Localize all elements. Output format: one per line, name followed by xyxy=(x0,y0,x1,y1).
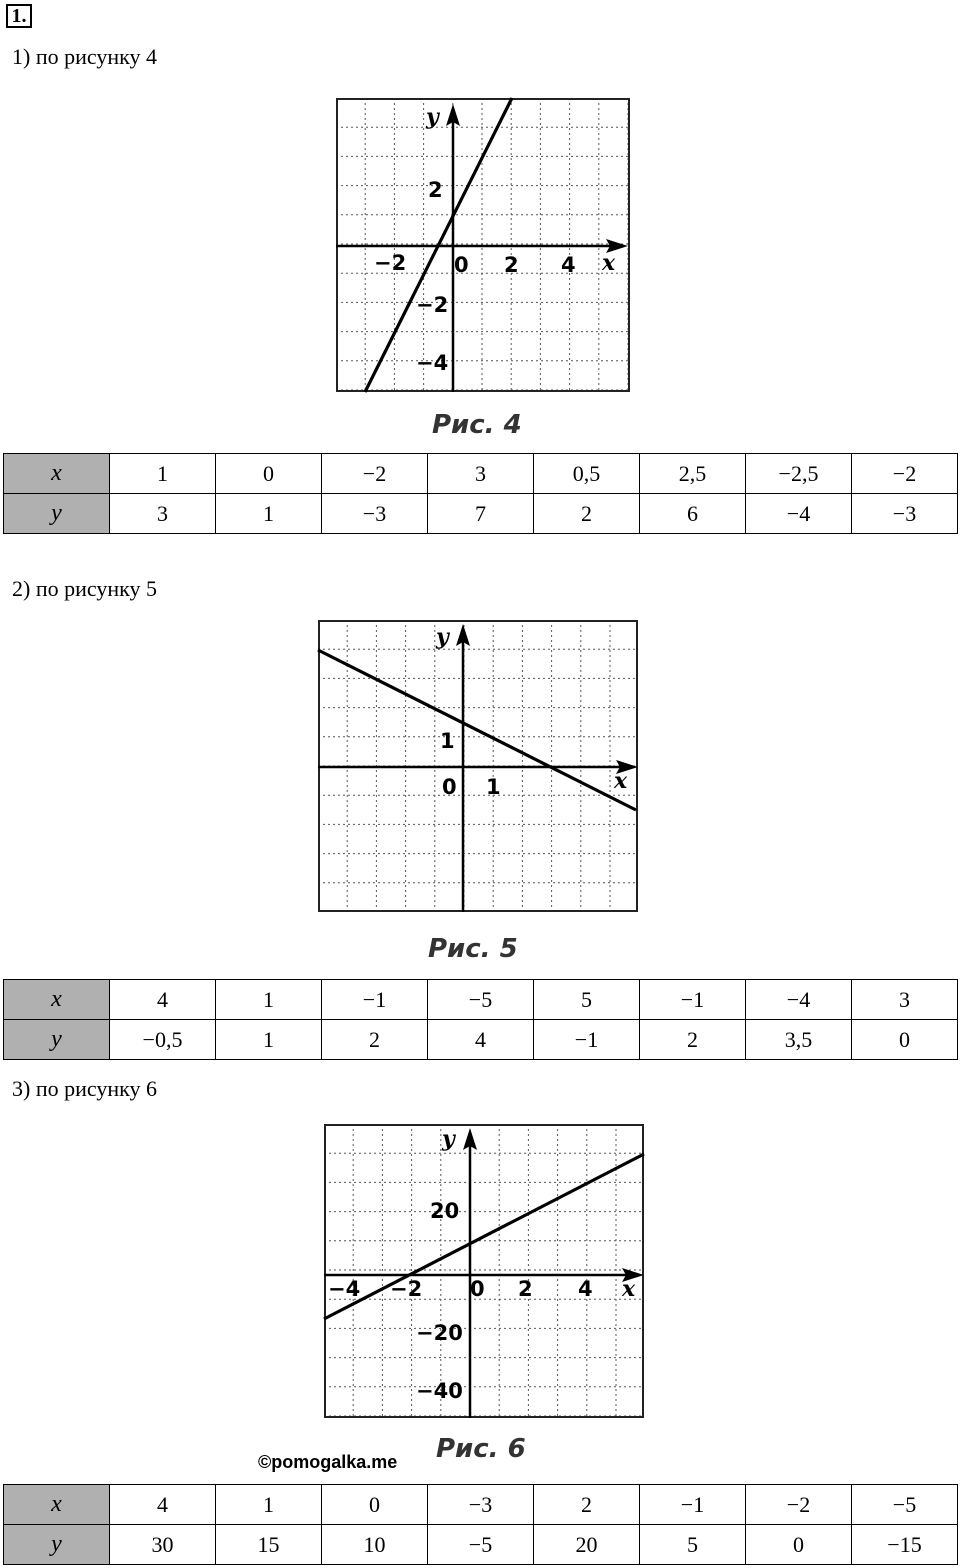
table-cell: 3,5 xyxy=(746,1020,852,1060)
table-row-y xyxy=(4,494,958,534)
x-tick-label: 1 xyxy=(486,775,501,799)
figure-caption: Рис. 6 xyxy=(436,1434,526,1464)
table-cell: 1 xyxy=(216,980,322,1020)
table-cell: 0 xyxy=(216,454,322,494)
table-cell: 4 xyxy=(110,980,216,1020)
y-tick-label: −20 xyxy=(416,1321,463,1345)
x-tick-label: 0 xyxy=(442,775,457,799)
function-line xyxy=(318,650,636,810)
table-cell: 0 xyxy=(746,1525,852,1565)
table-row-x xyxy=(4,454,958,494)
y-tick-label: 20 xyxy=(430,1199,460,1223)
table-cell: 1 xyxy=(216,494,322,534)
table-cell: −3 xyxy=(852,494,958,534)
table-cell: 1 xyxy=(216,1485,322,1525)
table-cell: 5 xyxy=(534,980,640,1020)
table-cell: 2 xyxy=(640,1020,746,1060)
table-row-y xyxy=(4,1525,958,1565)
table-row-x xyxy=(4,980,958,1020)
figure-caption: Рис. 5 xyxy=(428,934,518,964)
graph-fig-4 xyxy=(336,98,630,392)
section-2-heading: 2) по рисунку 5 xyxy=(12,576,157,601)
table-cell: 3 xyxy=(428,454,534,494)
table-cell: −2,5 xyxy=(746,454,852,494)
graph-fig-5 xyxy=(318,620,638,912)
table-cell: −1 xyxy=(534,1020,640,1060)
table-cell: 10 xyxy=(322,1525,428,1565)
table-cell: 0,5 xyxy=(534,454,640,494)
table-cell: 0 xyxy=(852,1020,958,1060)
y-tick-label: −40 xyxy=(416,1379,463,1403)
y-tick-label: −4 xyxy=(416,351,449,375)
table-cell: −5 xyxy=(428,980,534,1020)
row-header-y: y xyxy=(4,1020,110,1060)
table-cell: 1 xyxy=(110,454,216,494)
x-tick-label: −2 xyxy=(374,251,407,275)
table-cell: 0 xyxy=(322,1485,428,1525)
table-cell: 5 xyxy=(640,1525,746,1565)
y-tick-label: 2 xyxy=(428,178,443,202)
table-cell: −2 xyxy=(852,454,958,494)
table-cell: 3 xyxy=(852,980,958,1020)
x-axis-label: x xyxy=(622,1276,636,1302)
table-cell: 15 xyxy=(216,1525,322,1565)
x-tick-label: 4 xyxy=(578,1277,593,1301)
values-table xyxy=(3,1484,958,1565)
y-axis-label: y xyxy=(436,624,449,650)
y-tick-label: −2 xyxy=(416,293,449,317)
table-cell: 4 xyxy=(110,1485,216,1525)
x-tick-label: 2 xyxy=(504,253,519,277)
watermark: ©pomogalka.me xyxy=(258,1452,398,1472)
section-1-heading: 1) по рисунку 4 xyxy=(12,44,157,69)
row-header-x: x xyxy=(4,980,110,1020)
table-cell: 3 xyxy=(110,494,216,534)
row-header-y: y xyxy=(4,1525,110,1565)
y-axis-label: y xyxy=(426,104,439,130)
table-cell: 2,5 xyxy=(640,454,746,494)
table-cell: −3 xyxy=(428,1485,534,1525)
table-cell: 1 xyxy=(216,1020,322,1060)
row-header-y: y xyxy=(4,494,110,534)
x-axis-label: x xyxy=(614,768,628,794)
table-cell: −3 xyxy=(322,494,428,534)
table-cell: −1 xyxy=(640,1485,746,1525)
x-tick-label: 0 xyxy=(470,1277,485,1301)
values-table xyxy=(3,979,958,1060)
table-cell: 2 xyxy=(534,494,640,534)
table-cell: 2 xyxy=(322,1020,428,1060)
figure-caption: Рис. 4 xyxy=(432,410,522,440)
x-axis-label: x xyxy=(602,250,616,276)
grid xyxy=(324,1124,644,1418)
x-tick-label: −4 xyxy=(328,1277,361,1301)
table-cell: −2 xyxy=(322,454,428,494)
row-header-x: x xyxy=(4,454,110,494)
problem-number: 1. xyxy=(6,4,32,28)
table-cell: −5 xyxy=(852,1485,958,1525)
x-tick-label: 4 xyxy=(561,253,576,277)
y-tick-label: 1 xyxy=(440,729,455,753)
table-cell: −1 xyxy=(640,980,746,1020)
table-row-y xyxy=(4,1020,958,1060)
section-3-heading: 3) по рисунку 6 xyxy=(12,1076,157,1101)
values-table xyxy=(3,453,958,534)
graph-frame xyxy=(325,1125,643,1417)
table-cell: 4 xyxy=(428,1020,534,1060)
graph-fig-6 xyxy=(324,1124,644,1418)
table-cell: −5 xyxy=(428,1525,534,1565)
x-tick-label: −2 xyxy=(390,1277,423,1301)
table-cell: 2 xyxy=(534,1485,640,1525)
table-cell: −4 xyxy=(746,494,852,534)
table-cell: −15 xyxy=(852,1525,958,1565)
row-header-x: x xyxy=(4,1485,110,1525)
table-cell: 7 xyxy=(428,494,534,534)
table-cell: −2 xyxy=(746,1485,852,1525)
table-cell: −0,5 xyxy=(110,1020,216,1060)
table-cell: 30 xyxy=(110,1525,216,1565)
x-tick-label: 2 xyxy=(518,1277,533,1301)
y-axis-label: y xyxy=(442,1126,455,1152)
table-cell: 20 xyxy=(534,1525,640,1565)
table-cell: −4 xyxy=(746,980,852,1020)
table-cell: 6 xyxy=(640,494,746,534)
x-tick-label: 0 xyxy=(454,253,469,277)
table-row-x xyxy=(4,1485,958,1525)
table-cell: −1 xyxy=(322,980,428,1020)
